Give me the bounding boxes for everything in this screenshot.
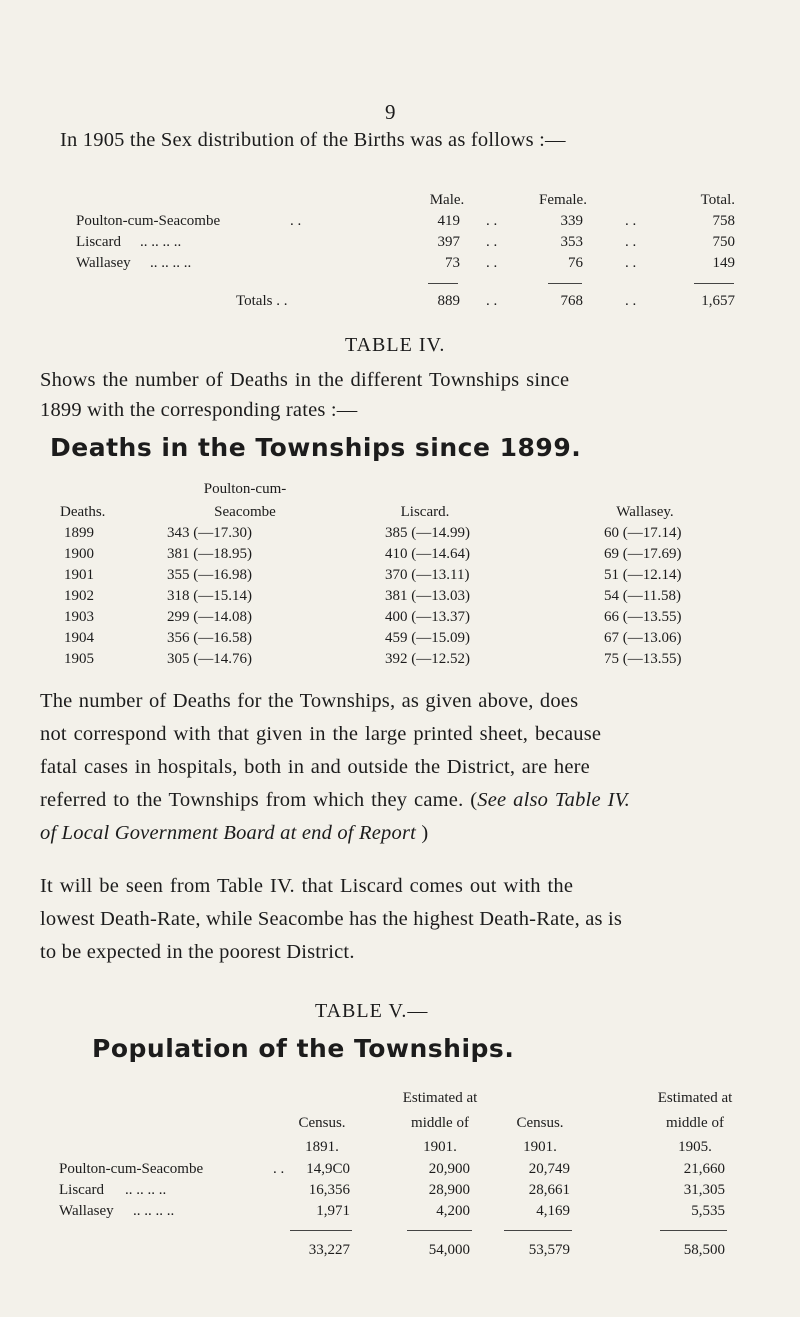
pop-header-est2: Estimated at: [657, 1090, 733, 1106]
births-row-female: 76: [568, 255, 583, 271]
births-row-total: 149: [712, 255, 735, 271]
population-rule: [407, 1230, 472, 1231]
births-row-dots: .. .. .. ..: [150, 255, 192, 271]
births-rule: [428, 283, 458, 284]
births-row-female: 353: [560, 234, 583, 250]
deaths-row-year: 1901: [64, 567, 94, 583]
births-row-male: 397: [437, 234, 460, 250]
births-total-female: 768: [560, 293, 583, 309]
paragraph-line: not correspond with that given in the large printed sheet, because: [40, 723, 602, 745]
births-row-total: 750: [712, 234, 735, 250]
deaths-col-poulton: Poulton-cum-: [203, 481, 287, 497]
births-row-sep: . .: [625, 255, 637, 271]
pop-row-c1891: 1,971: [316, 1203, 350, 1219]
deaths-row-liscard: 385 (—14.99): [385, 525, 470, 541]
deaths-row-liscard: 370 (—13.11): [385, 567, 470, 583]
births-header-female: Female.: [539, 192, 587, 208]
paragraph-line: It will be seen from Table IV. that Liscard comes out with the: [40, 875, 574, 897]
deaths-col-wallasey: Wallasey.: [616, 504, 674, 520]
pop-row-c1901: 28,661: [528, 1182, 570, 1198]
table-iv-description: 1899 with the corresponding rates :—: [40, 399, 358, 421]
population-rule: [660, 1230, 727, 1231]
pop-row-c1891: 14,9C0: [306, 1161, 350, 1177]
deaths-row-liscard: 459 (—15.09): [385, 630, 470, 646]
deaths-row-wallasey: 75 (—13.55): [604, 651, 682, 667]
births-totals-label: Totals . .: [236, 293, 288, 309]
deaths-row-year: 1899: [64, 525, 94, 541]
deaths-row-wallasey: 69 (—17.69): [604, 546, 682, 562]
deaths-row-poulton: 299 (—14.08): [167, 609, 252, 625]
births-rule: [694, 283, 734, 284]
births-row-sep: . .: [625, 234, 637, 250]
pop-header-est1: middle of: [411, 1115, 469, 1131]
births-total-total: 1,657: [701, 293, 735, 309]
population-heading: Population of the Townships.: [92, 1034, 515, 1063]
paragraph-line: to be expected in the poorest District.: [40, 941, 355, 963]
births-row-name: Liscard: [76, 234, 121, 250]
paragraph-text: referred to the Townships from which they came. (: [40, 789, 478, 811]
deaths-row-poulton: 356 (—16.58): [167, 630, 252, 646]
pop-row-e1905: 5,535: [691, 1203, 725, 1219]
pop-header-est2: middle of: [666, 1115, 724, 1131]
deaths-row-wallasey: 51 (—12.14): [604, 567, 682, 583]
pop-row-e1905: 31,305: [683, 1182, 725, 1198]
births-row-name: Wallasey: [76, 255, 131, 271]
pop-row-dots: . .: [273, 1161, 285, 1177]
pop-row-e1901: 20,900: [428, 1161, 470, 1177]
births-row-total: 758: [712, 213, 735, 229]
deaths-row-poulton: 343 (—17.30): [167, 525, 252, 541]
paragraph-line: [40, 817, 428, 850]
births-row-sep: . .: [625, 293, 637, 309]
pop-row-name: Wallasey: [59, 1203, 114, 1219]
deaths-row-poulton: 381 (—18.95): [167, 546, 252, 562]
deaths-row-poulton: 305 (—14.76): [167, 651, 252, 667]
pop-row-dots: .. .. .. ..: [133, 1203, 175, 1219]
deaths-row-poulton: 318 (—15.14): [167, 588, 252, 604]
paragraph-line: fatal cases in hospitals, both in and outside the District, are here: [40, 756, 590, 778]
deaths-row-year: 1902: [64, 588, 94, 604]
deaths-row-year: 1904: [64, 630, 94, 646]
pop-row-name: Liscard: [59, 1182, 104, 1198]
deaths-row-poulton: 355 (—16.98): [167, 567, 252, 583]
pop-header-census1901: Census.: [516, 1115, 564, 1131]
table-iv-title: TABLE IV.: [345, 334, 446, 356]
table-iv-description: Shows the number of Deaths in the different Townships since: [40, 369, 570, 391]
pop-total-c1901: 53,579: [528, 1242, 570, 1258]
births-row-sep: . .: [625, 213, 637, 229]
pop-row-e1905: 21,660: [683, 1161, 725, 1177]
page-number: 9: [385, 100, 396, 124]
births-row-sep: . .: [486, 213, 498, 229]
pop-total-e1905: 58,500: [683, 1242, 725, 1258]
births-row-dots: .. .. .. ..: [140, 234, 182, 250]
pop-row-e1901: 28,900: [428, 1182, 470, 1198]
pop-header-census1901: 1901.: [523, 1139, 557, 1155]
paragraph-line: The number of Deaths for the Townships, as given above, does: [40, 690, 579, 712]
births-row-name: Poulton-cum-Seacombe: [76, 213, 221, 229]
births-row-male: 419: [437, 213, 460, 229]
pop-row-dots: .. .. .. ..: [125, 1182, 167, 1198]
deaths-col-poulton: Seacombe: [214, 504, 276, 520]
deaths-row-liscard: 400 (—13.37): [385, 609, 470, 625]
deaths-row-liscard: 410 (—14.64): [385, 546, 470, 562]
deaths-row-wallasey: 67 (—13.06): [604, 630, 682, 646]
paragraph-italic: of Local Government Board at end of Report: [40, 822, 417, 844]
births-rule: [548, 283, 582, 284]
pop-row-c1891: 16,356: [308, 1182, 350, 1198]
births-intro: In 1905 the Sex distribution of the Births was as follows :—: [60, 129, 566, 151]
deaths-row-liscard: 381 (—13.03): [385, 588, 470, 604]
births-row-male: 73: [445, 255, 460, 271]
pop-header-est1: Estimated at: [402, 1090, 478, 1106]
births-row-sep: . .: [486, 293, 498, 309]
pop-header-est1: 1901.: [423, 1139, 457, 1155]
pop-row-c1901: 20,749: [528, 1161, 570, 1177]
deaths-row-wallasey: 66 (—13.55): [604, 609, 682, 625]
births-row-dots: . .: [290, 213, 302, 229]
deaths-row-year: 1903: [64, 609, 94, 625]
pop-row-name: Poulton-cum-Seacombe: [59, 1161, 204, 1177]
births-total-male: 889: [437, 293, 460, 309]
pop-row-c1901: 4,169: [536, 1203, 570, 1219]
pop-header-est2: 1905.: [678, 1139, 712, 1155]
pop-total-c1891: 33,227: [308, 1242, 350, 1258]
deaths-row-wallasey: 60 (—17.14): [604, 525, 682, 541]
paragraph-line: [40, 784, 630, 817]
population-rule: [504, 1230, 572, 1231]
deaths-row-year: 1905: [64, 651, 94, 667]
deaths-row-year: 1900: [64, 546, 94, 562]
table-v-title: TABLE V.—: [315, 1000, 429, 1022]
pop-header-census1891: Census.: [298, 1115, 346, 1131]
deaths-col-liscard: Liscard.: [400, 504, 450, 520]
pop-row-e1901: 4,200: [436, 1203, 470, 1219]
births-row-female: 339: [560, 213, 583, 229]
deaths-row-liscard: 392 (—12.52): [385, 651, 470, 667]
births-header-total: Total.: [700, 192, 735, 208]
deaths-col-deaths: Deaths.: [60, 504, 106, 520]
pop-header-census1891: 1891.: [305, 1139, 339, 1155]
paragraph-italic: See also Table IV.: [477, 789, 631, 811]
deaths-row-wallasey: 54 (—11.58): [604, 588, 681, 604]
births-row-sep: . .: [486, 255, 498, 271]
deaths-heading: Deaths in the Townships since 1899.: [50, 433, 582, 462]
population-rule: [290, 1230, 352, 1231]
pop-total-e1901: 54,000: [428, 1242, 470, 1258]
paragraph-line: lowest Death-Rate, while Seacombe has the highest Death-Rate, as is: [40, 908, 623, 930]
births-header-male: Male.: [429, 192, 465, 208]
births-row-sep: . .: [486, 234, 498, 250]
paragraph-text: ): [416, 822, 429, 844]
